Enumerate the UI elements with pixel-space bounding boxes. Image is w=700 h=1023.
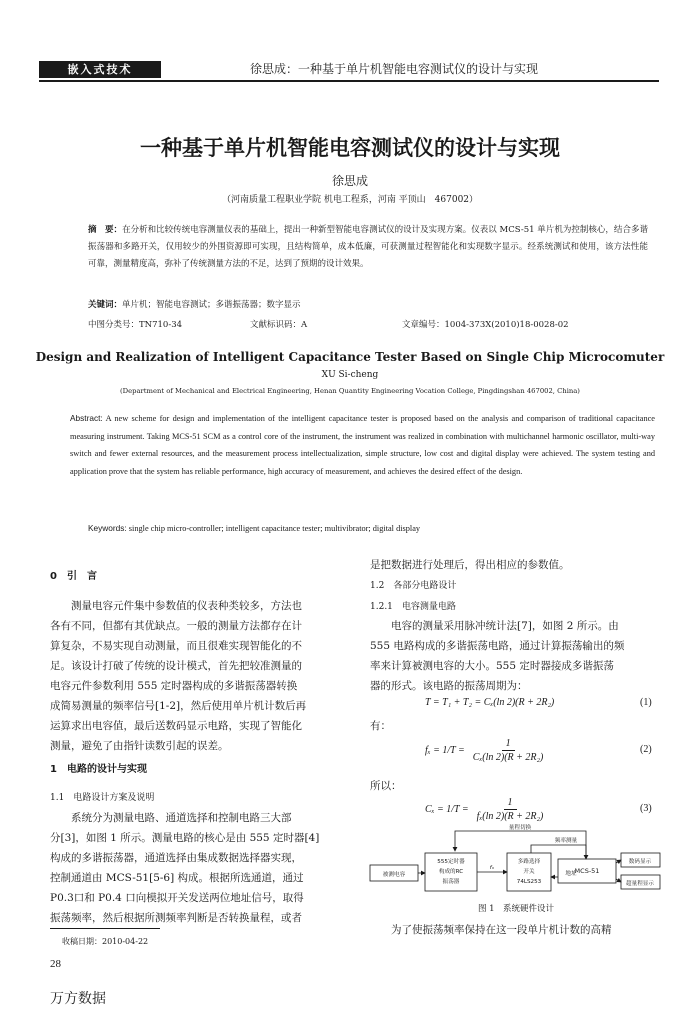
intro-paragraph [50, 596, 344, 756]
label-oscillator-2: 构成的RC [438, 869, 464, 875]
equation-3-lhs: Cₓ = 1/T = [425, 804, 469, 815]
equation-2-denominator: Cₓ(ln 2)(R + 2R₂) [472, 752, 544, 763]
section-1-1-paragraph [50, 808, 344, 928]
label-range-switch: 量程切换 [508, 825, 532, 831]
page-number: 28 [50, 958, 61, 970]
label-mux-1: 多路选择 [517, 859, 541, 865]
author: 徐思成 [331, 174, 368, 188]
keywords-cn-label: 关键词： [88, 300, 123, 310]
english-abstract [70, 410, 655, 480]
label-frequency-measure: 频率测量 [554, 838, 578, 844]
clc-number: 中图分类号：TN710-34 [88, 320, 183, 330]
text-line: 成简易测量的频率信号[1-2]，然后使用单片机计数后再 [50, 700, 307, 712]
label-address: 地址 [565, 871, 577, 877]
english-keywords [88, 523, 420, 533]
keywords-cn-text: 单片机；智能电容测试；多谐振荡器；数字显示 [122, 300, 301, 310]
text-line: 分[3]，如图 1 所示。测量电路的核心是由 555 定时器[4] [50, 832, 320, 844]
subsection-heading-1-1: 1.1 电路设计方案及说明 [50, 793, 155, 803]
equation-3-denominator: fₓ(ln 2)(R + 2R₂) [476, 811, 544, 822]
keywords-cn [88, 298, 301, 310]
label-mux-2: 开关 [523, 869, 535, 875]
label-mux-3: 74LS253 [516, 879, 542, 885]
figure-1-caption: 图 1 系统硬件设计 [477, 904, 555, 914]
equation-2 [425, 737, 547, 764]
english-affiliation: (Department of Mechanical and Electrical Engineering, Henan Quantity Engineering Vocation College, Pingdingshan 467002, China) [120, 387, 580, 395]
right-last-line: 为了使振荡频率保持在这一段单片机计数的高精 [391, 924, 612, 936]
text-line: 555 电路构成的多谐振荡电路，通过计算振荡输出的频 [370, 640, 625, 652]
label-fx: fₓ [489, 865, 495, 871]
section-heading-intro: 0 引 言 [50, 571, 97, 582]
doc-code: 文献标识码：A [250, 320, 308, 330]
equation-2-fraction [469, 737, 548, 764]
equation-2-lhs: fₓ = 1/T = [425, 745, 465, 756]
abstract-cn [88, 222, 648, 273]
equation-3-fraction [473, 796, 548, 823]
text-line: 率来计算被测电容的大小。555 定时器接成多谐振荡 [370, 660, 614, 672]
text-line: 测量电容元件集中参数值的仪表种类较多，方法也 [71, 600, 302, 612]
equation-3-numerator: 1 [504, 796, 517, 810]
article-number: 文章编号：1004-373X(2010)18-0028-02 [402, 320, 569, 330]
subsection-heading-1-2-1: 1.2.1 电容测量电路 [370, 602, 456, 612]
text-line: 算复杂，不易实现自动测量，而且很难实现智能化的不 [50, 640, 302, 652]
system-hardware-diagram [368, 823, 662, 899]
english-keywords-label: Keywords: [88, 523, 127, 533]
text-line: 振荡频率，然后根据所测频率判断是否转换量程，或者 [50, 912, 302, 924]
text-line: 测量，避免了由指针读数引起的误差。 [50, 740, 229, 752]
text-line: P0.3口和 P0.4 口向模拟开关发送两位地址信号，取得 [50, 892, 304, 904]
label-oscillator-3: 振荡器 [442, 879, 460, 885]
wanfang-watermark: 万方数据 [50, 991, 106, 1007]
section-tag: 嵌入式技术 [39, 61, 161, 78]
subsection-heading-1-2: 1.2 各部分电路设计 [370, 581, 457, 591]
english-abstract-label: Abstract: [70, 413, 103, 423]
text-line: 电容元件参数利用 555 定时器构成的多谐振荡器转换 [50, 680, 298, 692]
text-line: 器的形式。该电路的振荡周期为： [370, 680, 528, 692]
equation-1: T = T₁ + T₂ = Cₓ(ln 2)(R + 2R₂) [425, 697, 555, 708]
text-line: 运算求出电容值，最后送数码显示电路，实现了智能化 [50, 720, 302, 732]
header-rule [39, 80, 659, 82]
english-keywords-text: single chip micro-controller; intelligent capacitance tester; multivibrator; digital display [126, 524, 421, 533]
english-author: XU Si-cheng [321, 370, 379, 380]
text-line: 电容的测量采用脉冲统计法[7]，如图 2 所示。由 [391, 620, 619, 632]
text-line: 足。该设计打破了传统的设计模式，首先把较准测量的 [50, 660, 302, 672]
label-you: 有： [370, 720, 391, 732]
paper-title: 一种基于单片机智能电容测试仪的设计与实现 [140, 136, 560, 160]
text-line: 控制通道由 MCS-51[5-6] 构成。根据所选通道，通过 [50, 872, 304, 884]
text-line: 系统分为测量电路、通道选择和控制电路三大部 [71, 812, 292, 824]
label-mcu: MCS-51 [574, 867, 600, 875]
text-line: 各有不同，但都有其优缺点。一般的测量方法都存在计 [50, 620, 302, 632]
equation-1-number: (1) [640, 697, 652, 708]
received-date: 收稿日期：2010-04-22 [62, 937, 149, 946]
label-display-capacitance: 数码显示 [628, 859, 652, 865]
label-capacitor-under-test: 被测电容 [382, 872, 406, 878]
equation-2-number: (2) [640, 744, 652, 755]
text-line: 构成的多谐振荡器，通道选择由集成数据选择器实现， [50, 852, 302, 864]
label-display-over-range: 超量程显示 [626, 881, 654, 887]
running-title: 徐思成：一种基于单片机智能电容测试仪的设计与实现 [250, 62, 539, 76]
affiliation: （河南质量工程职业学院 机电工程系，河南 平顶山 467002） [221, 195, 479, 205]
footnote-rule [50, 928, 160, 929]
english-abstract-text: A new scheme for design and implementation of the intelligent capacitance tester is proposed based on the analysis and comparison of traditional capacitance measuring instrument. Taking MCS-51 SCM as a control core of the instrument, the instrument was realized in combination with multichannel harmonic oscillator, multi-way switch and fewer external resources, and the measurement process intellectualization, simple structure, low cost and digital display were achieved. The system testing and application prove that the system has reliable performance, high accuracy of measurement, and achieves the desired effect of the design. [70, 414, 655, 476]
section-1-2-1-paragraph [370, 616, 662, 696]
abstract-cn-label: 摘 要： [88, 225, 123, 235]
equation-2-numerator: 1 [502, 737, 515, 751]
section-heading-1: 1 电路的设计与实现 [50, 764, 147, 775]
english-title: Design and Realization of Intelligent Capacitance Tester Based on Single Chip Microcomuter [35, 350, 665, 364]
label-suoyi: 所以： [370, 780, 402, 792]
continuation-line: 是把数据进行处理后，得出相应的参数值。 [370, 559, 570, 571]
equation-3 [425, 796, 547, 823]
equation-3-number: (3) [640, 803, 652, 814]
abstract-cn-text: 在分析和比较传统电容测量仪表的基础上，提出一种新型智能电容测试仪的设计及实现方案。仪表以 MCS-51 单片机为控制核心，结合多谐振荡器和多路开关，仅用较少的外围资源即可实现，且结构简单，成本低廉，可获测量过程智能化和实现数字显示。经系统测试和使用，该方法性能可靠，测量精度高，弥补了传统测量方法的不足，达到了预期的设计效果。 [88, 225, 648, 269]
label-oscillator-1: 555定时器 [437, 859, 465, 865]
